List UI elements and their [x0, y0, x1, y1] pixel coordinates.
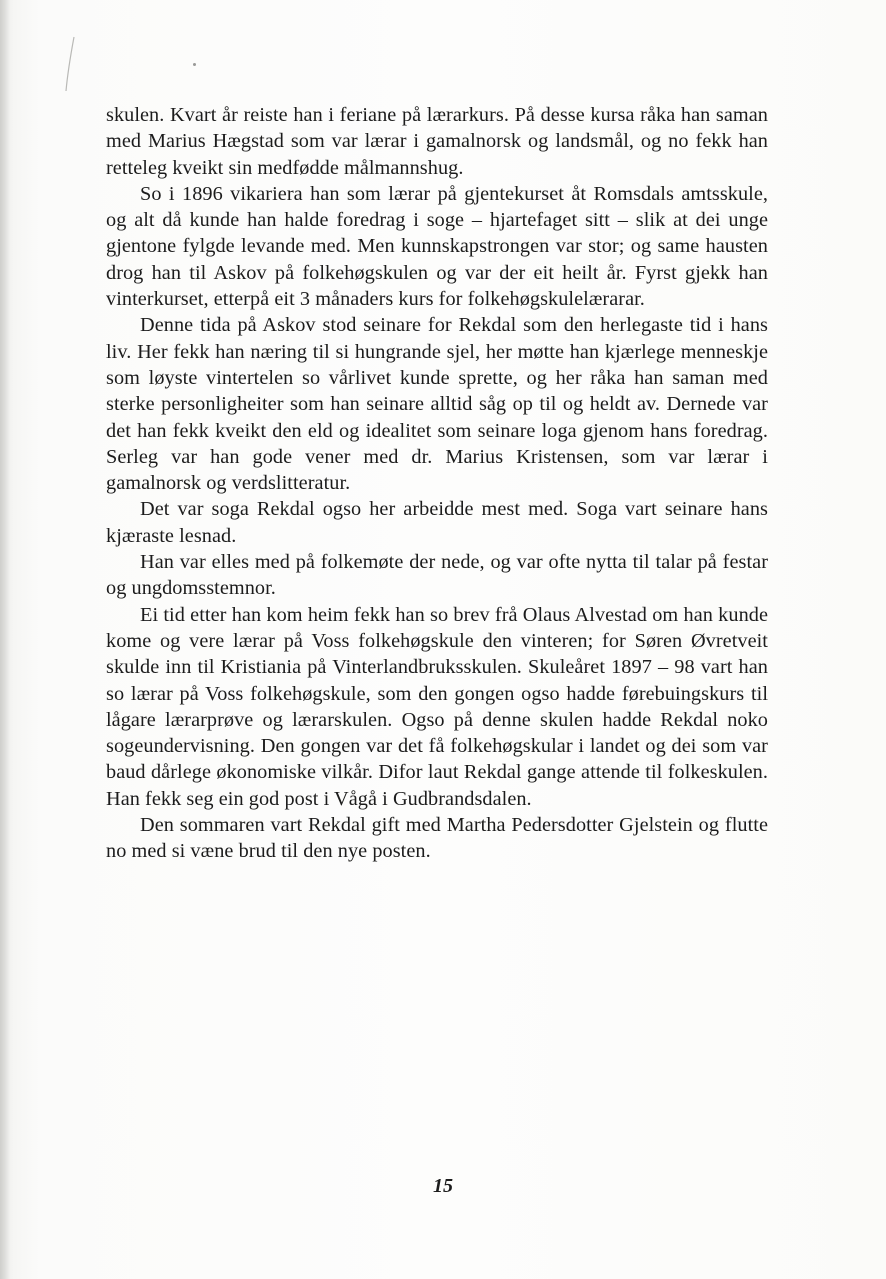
paragraph: So i 1896 vikariera han som lærar på gjentekurset åt Romsdals amtsskule, og alt då kunde han halde foredrag i soge – hjartefaget sitt – slik at dei unge gjentone fylgde levande med. Men kunnskapstrongen var stor; og same hausten drog han til Askov på folkehøgskulen og var der eit heilt år. Fyrst gjekk han vinterkurset, etterpå eit 3 månaders kurs for folkehøgskulelærarar.: [106, 182, 768, 311]
paragraph: Ei tid etter han kom heim fekk han so brev frå Olaus Alvestad om han kunde kome og vere lærar på Voss folkehøgskule den vinteren; for Søren Øvretveit skulde inn til Kristiania på Vinterlandbruksskulen. Skuleåret 1897 – 98 vart han so lærar på Voss folkehøgskule, som den gongen ogso hadde førebuingskurs til lågare lærarprøve og lærarskulen. Ogso på denne skulen hadde Rekdal noko sogeundervisning. Den gongen var det få folkehøgskular i landet og dei som var baud dårlege økonomiske vilkår. Difor laut Rekdal gange attende til folkeskulen. Han fekk seg ein god post i Vågå i Gudbrandsdalen.: [106, 603, 768, 810]
paragraph: skulen. Kvart år reiste han i feriane på lærarkurs. På desse kursa råka han saman med Marius Hægstad som var lærar i gamalnorsk og landsmål, og no fekk han retteleg kveikt sin medfødde målmannshug.: [106, 104, 768, 179]
pencil-mark-icon: [60, 35, 80, 95]
paper-speck: [193, 63, 196, 66]
body-text: [106, 102, 768, 865]
paragraph: Denne tida på Askov stod seinare for Rekdal som den herlegaste tid i hans liv. Her fekk han næring til si hungrande sjel, her møtte han kjærlege menneskje som løyste vintertelen so vårlivet kunde sprette, og her råka han saman med sterke personligheiter som han seinare alltid såg op til og heldt av. Dernede var det han fekk kveikt den eld og idealitet som seinare loga gjenom hans foredrag. Serleg var han gode vener med dr. Marius Kristensen, som var lærar i gamalnorsk og verdslitteratur.: [106, 314, 768, 495]
paragraph: Den sommaren vart Rekdal gift med Martha Pedersdotter Gjelstein og flutte no med si væne brud til den nye posten.: [106, 814, 768, 863]
paragraph: Det var soga Rekdal ogso her arbeidde mest med. Soga vart seinare hans kjæraste lesnad.: [106, 498, 768, 547]
paragraph: Han var elles med på folkemøte der nede, og var ofte nytta til talar på festar og ungdomsstemnor.: [106, 551, 768, 600]
page-number: 15: [433, 1175, 453, 1197]
